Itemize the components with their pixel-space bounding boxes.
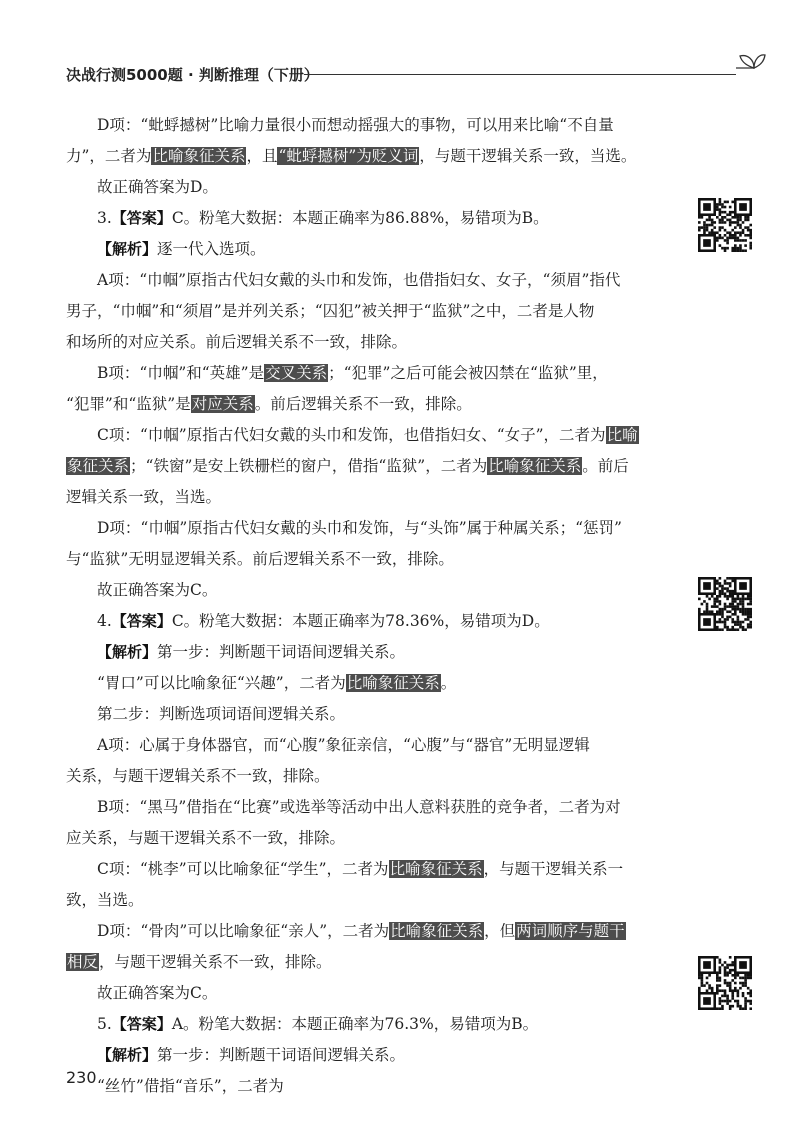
text-line: “犯罪”和“监狱”是对应关系。前后逻辑关系不一致，排除。 (66, 395, 472, 413)
analysis-label: 【解析】 (97, 240, 158, 258)
qr-code-icon[interactable] (698, 198, 752, 252)
answer-line: 3.【答案】C。粉笔大数据：本题正确率为86.88%，易错项为B。 (97, 209, 549, 227)
highlight: “蚍蜉撼树”为贬义词 (278, 147, 419, 165)
sprout-icon (732, 50, 766, 80)
answer-label: 【答案】 (111, 209, 172, 227)
text-line: C项：“桃李”可以比喻象征“学生”，二者为比喻象征关系，与题干逻辑关系一 (97, 860, 624, 878)
text-line: A项：心属于身体器官，而“心腹”象征亲信，“心腹”与“器官”无明显逻辑 (97, 736, 590, 754)
answer-line: 5.【答案】A。粉笔大数据：本题正确率为76.3%，易错项为B。 (97, 1015, 539, 1033)
text-line: 应关系，与题干逻辑关系不一致，排除。 (66, 829, 346, 847)
text-line: 和场所的对应关系。前后逻辑关系不一致，排除。 (66, 333, 408, 351)
text-line: 相反，与题干逻辑关系不一致，排除。 (67, 953, 332, 971)
highlight: 象征关系 (67, 457, 130, 475)
highlight: 比喻 (606, 426, 638, 444)
text-line: “胃口”可以比喻象征“兴趣”，二者为比喻象征关系。 (97, 674, 457, 692)
text-line: “丝竹”借指“音乐”，二者为 (97, 1077, 284, 1095)
text-line: D项：“骨肉”可以比喻象征“亲人”，二者为比喻象征关系，但两词顺序与题干 (97, 922, 625, 940)
highlight: 对应关系 (191, 395, 254, 413)
text-line: 力”，二者为比喻象征关系，且“蚍蜉撼树”为贬义词，与题干逻辑关系一致，当选。 (66, 147, 637, 165)
conclusion-line: 故正确答案为D。 (97, 178, 218, 196)
highlight: 相反 (67, 953, 99, 971)
answer-line: 4.【答案】C。粉笔大数据：本题正确率为78.36%，易错项为D。 (97, 612, 550, 630)
analysis-label: 【解析】 (97, 1046, 158, 1064)
answer-label: 【答案】 (111, 612, 172, 630)
text-line: C项：“巾帼”原指古代妇女戴的头巾和发饰，也借指妇女、“女子”，二者为比喻 (97, 426, 638, 444)
highlight: 比喻象征关系 (389, 860, 483, 878)
text-line: 与“监狱”无明显逻辑关系。前后逻辑关系不一致，排除。 (66, 550, 454, 568)
text-line: 关系，与题干逻辑关系不一致，排除。 (66, 767, 330, 785)
text-line: 第二步：判断选项词语间逻辑关系。 (97, 705, 346, 723)
analysis-line: 【解析】第一步：判断题干词语间逻辑关系。 (97, 1046, 406, 1064)
running-header (66, 64, 766, 86)
text-line: D项：“巾帼”原指古代妇女戴的头巾和发饰，与“头饰”属于种属关系；“惩罚” (97, 519, 622, 537)
text-line: 致，当选。 (66, 891, 144, 909)
text-line: B项：“黑马”借指在“比赛”或选举等活动中出人意料获胜的竞争者，二者为对 (97, 798, 621, 816)
page-number: 230 (66, 1068, 97, 1087)
qr-code-icon[interactable] (698, 956, 752, 1010)
highlight: 两词顺序与题干 (516, 922, 625, 940)
highlight: 比喻象征关系 (152, 147, 246, 165)
highlight: 交叉关系 (265, 364, 328, 382)
analysis-line: 【解析】第一步：判断题干词语间逻辑关系。 (97, 643, 406, 661)
answer-label: 【答案】 (111, 1015, 172, 1033)
analysis-label: 【解析】 (97, 643, 158, 661)
qr-code-icon[interactable] (698, 577, 752, 631)
header-rule (304, 74, 736, 75)
book-title: 决战行测5000题 · 判断推理（下册） (66, 66, 319, 84)
text-line: 逻辑关系一致，当选。 (66, 488, 222, 506)
text-line: 象征关系；“铁窗”是安上铁栅栏的窗户，借指“监狱”，二者为比喻象征关系。前后 (67, 457, 629, 475)
conclusion-line: 故正确答案为C。 (97, 984, 218, 1002)
highlight: 比喻象征关系 (346, 674, 440, 692)
conclusion-line: 故正确答案为C。 (97, 581, 218, 599)
answer-explanations (66, 110, 672, 1102)
text-line: B项：“巾帼”和“英雄”是交叉关系；“犯罪”之后可能会被囚禁在“监狱”里， (97, 364, 608, 382)
highlight: 比喻象征关系 (488, 457, 582, 475)
text-line: D项：“蚍蜉撼树”比喻力量很小而想动摇强大的事物，可以用来比喻“不自量 (97, 116, 614, 134)
analysis-line: 【解析】逐一代入选项。 (97, 240, 266, 258)
text-line: A项：“巾帼”原指古代妇女戴的头巾和发饰，也借指妇女、女子，“须眉”指代 (97, 271, 621, 289)
highlight: 比喻象征关系 (390, 922, 484, 940)
text-line: 男子，“巾帼”和“须眉”是并列关系；“囚犯”被关押于“监狱”之中，二者是人物 (66, 302, 595, 320)
